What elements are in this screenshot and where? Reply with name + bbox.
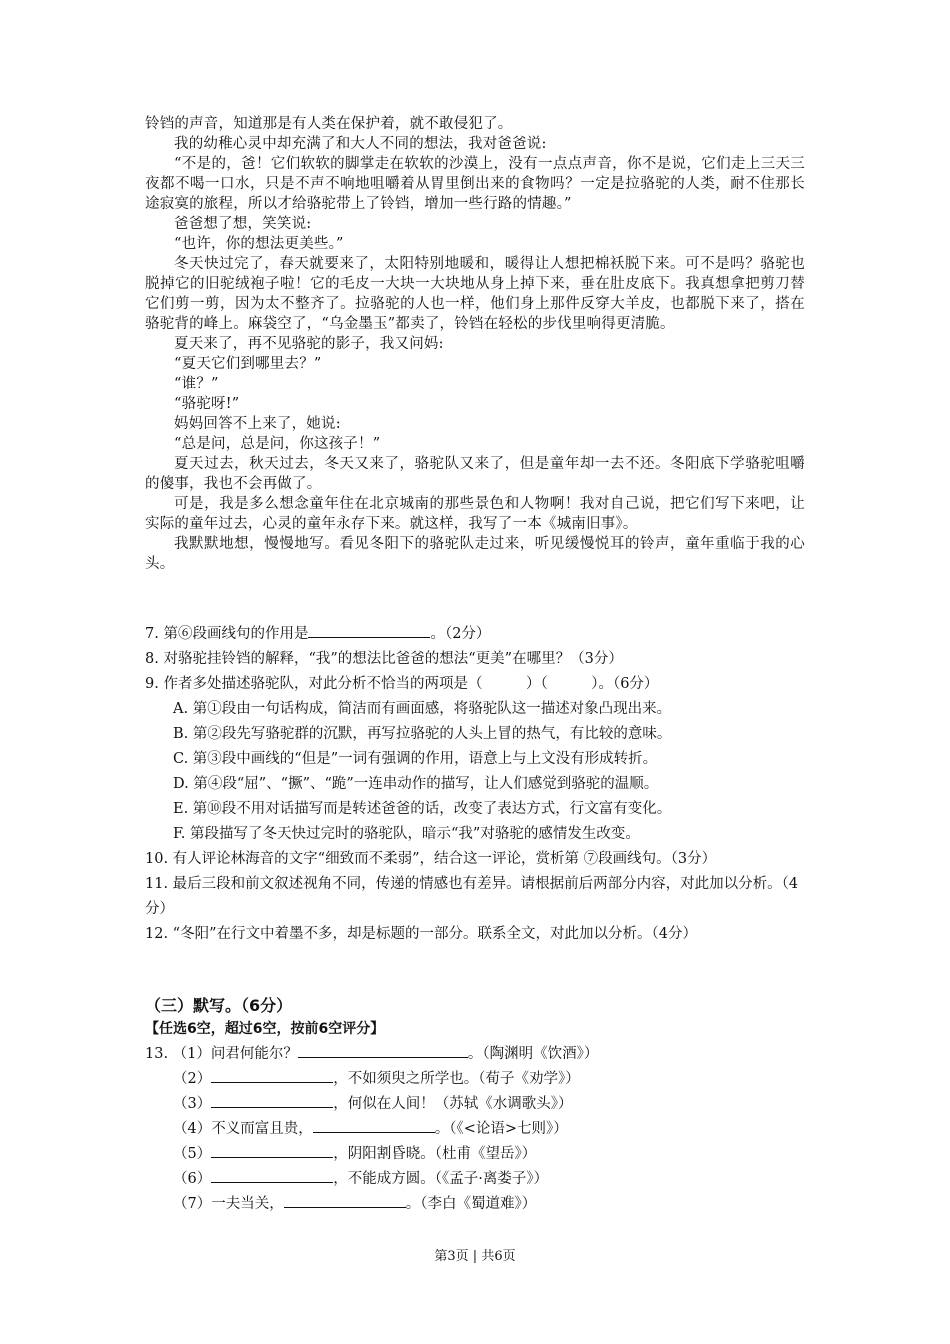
passage-paragraph: 可是，我是多么想念童年住在北京城南的那些景色和人物啊！我对自己说，把它们写下来吧，让实际的童年过去，心灵的童年永存下来。就这样，我写了一本《城南旧事》。	[145, 496, 805, 532]
question-11: 11. 最后三段和前文叙述视角不同，传递的情感也有差异。请根据前后两部分内容，对此加以分析。（4分）	[145, 876, 799, 917]
dictation-item: （6） ，不能成方圆。（《孟子·离娄子》）	[145, 1167, 810, 1192]
reading-passage	[145, 114, 805, 574]
passage-paragraph: 夏天来了，再不见骆驼的影子，我又问妈:	[174, 336, 444, 352]
page-footer: 第3页 | 共6页	[434, 1249, 516, 1264]
question-10: 10. 有人评论林海音的文字“细致而不柔弱”，结合这一评论，赏析第 ⑦段画线句。（3分）	[145, 851, 717, 867]
answer-blank[interactable]	[211, 1143, 333, 1158]
dictation-item: （4）不义而富且贵， 。（《<论语>七则》）	[145, 1117, 810, 1142]
dictation-section	[145, 994, 810, 1217]
dictation-item: （2） ，不如须臾之所学也。（荀子《劝学》）	[145, 1067, 810, 1092]
passage-paragraph: 妈妈回答不上来了，她说:	[174, 416, 341, 432]
answer-blank[interactable]	[308, 623, 430, 638]
answer-blank[interactable]	[211, 1168, 333, 1183]
answer-blank[interactable]	[313, 1118, 435, 1133]
question-8: 8. 对骆驼挂铃铛的解释，“我”的想法比爸爸的想法“更美”在哪里？（3分）	[145, 651, 623, 667]
dictation-list	[145, 1042, 810, 1217]
answer-blank[interactable]	[284, 1193, 406, 1208]
passage-paragraph: 冬天快过完了，春天就要来了，太阳特别地暖和，暖得让人想把棉袄脱下来。可不是吗？骆驼也脱掉它的旧驼绒袍子啦！它的毛皮一大块一大块地从身上掉下来，垂在肚皮底下。我真想拿把剪刀替它们剪一剪，因为太不整齐了。拉骆驼的人也一样，他们身上那件反穿大羊皮，也都脱下来了，搭在骆驼背的峰上。麻袋空了，“乌金墨玉”都卖了，铃铛在轻松的步伐里响得更清脆。	[145, 256, 805, 332]
dictation-item: （7）一夫当关， 。（李白《蜀道难》）	[145, 1192, 810, 1217]
passage-paragraph: 铃铛的声音，知道那是有人类在保护着，就不敢侵犯了。	[145, 116, 513, 132]
passage-paragraph: “夏天它们到哪里去？”	[174, 356, 322, 372]
answer-blank[interactable]	[211, 1068, 333, 1083]
option-e: E. 第⑩段不用对话描写而是转述爸爸的话，改变了表达方式，行文富有变化。	[173, 801, 672, 817]
dictation-item: 13. （1）问君何能尔？ 。（陶渊明《饮酒》）	[145, 1042, 810, 1067]
dictation-item: （3） ，何似在人间！（苏轼《水调歌头》）	[145, 1092, 810, 1117]
option-b: B. 第②段先写骆驼群的沉默，再写拉骆驼的人头上冒的热气，有比较的意味。	[173, 726, 672, 742]
question-9: 9. 作者多处描述骆驼队，对此分析不恰当的两项是（ ）（ ）。（6分）	[145, 676, 659, 692]
passage-paragraph: 夏天过去，秋天过去，冬天又来了，骆驼队又来了，但是童年却一去不还。冬阳底下学骆驼咀嚼的傻事，我也不会再做了。	[145, 456, 805, 492]
option-d: D. 第④段“屈”、“撅”、“跪”一连串动作的描写，让人们感觉到骆驼的温顺。	[173, 776, 659, 792]
section-note: 【任选6空，超过6空，按前6空评分】	[145, 1021, 385, 1037]
question-12: 12. “冬阳”在行文中着墨不多，却是标题的一部分。联系全文，对此加以分析。（4分）	[145, 926, 697, 942]
dictation-item: （5） ，阴阳割昏晓。（杜甫《望岳》）	[145, 1142, 810, 1167]
passage-paragraph: “也许，你的想法更美些。”	[174, 236, 344, 252]
passage-paragraph: “谁？”	[174, 376, 219, 392]
passage-paragraph: 我的幼稚心灵中却充满了和大人不同的想法，我对爸爸说:	[174, 136, 547, 152]
option-f: F. 第段描写了冬天快过完时的骆驼队，暗示“我”对骆驼的感情发生改变。	[173, 826, 640, 842]
answer-blank[interactable]	[298, 1043, 468, 1058]
passage-paragraph: “骆驼呀!”	[174, 396, 240, 412]
answer-blank[interactable]	[211, 1093, 333, 1108]
option-c: C. 第③段中画线的“但是”一词有强调的作用，语意上与上文没有形成转折。	[173, 751, 658, 767]
passage-paragraph: 爸爸想了想，笑笑说:	[174, 216, 312, 232]
passage-paragraph: 我默默地想，慢慢地写。看见冬阳下的骆驼队走过来，听见缓慢悦耳的铃声，童年重临于我的心头。	[145, 536, 805, 572]
section-title: （三）默写。（6分）	[145, 996, 293, 1015]
option-a: A. 第①段由一句话构成，简洁而有画面感，将骆驼队这一描述对象凸现出来。	[173, 701, 672, 717]
questions-block	[145, 622, 810, 947]
question-7: 7. 第⑥段画线句的作用是 。（2分）	[145, 622, 810, 647]
passage-paragraph: “不是的，爸！它们软软的脚掌走在软软的沙漠上，没有一点点声音，你不是说，它们走上三天三夜都不喝一口水，只是不声不响地咀嚼着从胃里倒出来的食物吗？一定是拉骆驼的人类，耐不住那长途寂寞的旅程，所以才给骆驼带上了铃铛，增加一些行路的情趣。”	[145, 156, 805, 212]
passage-paragraph: “总是问，总是问，你这孩子！”	[174, 436, 381, 452]
